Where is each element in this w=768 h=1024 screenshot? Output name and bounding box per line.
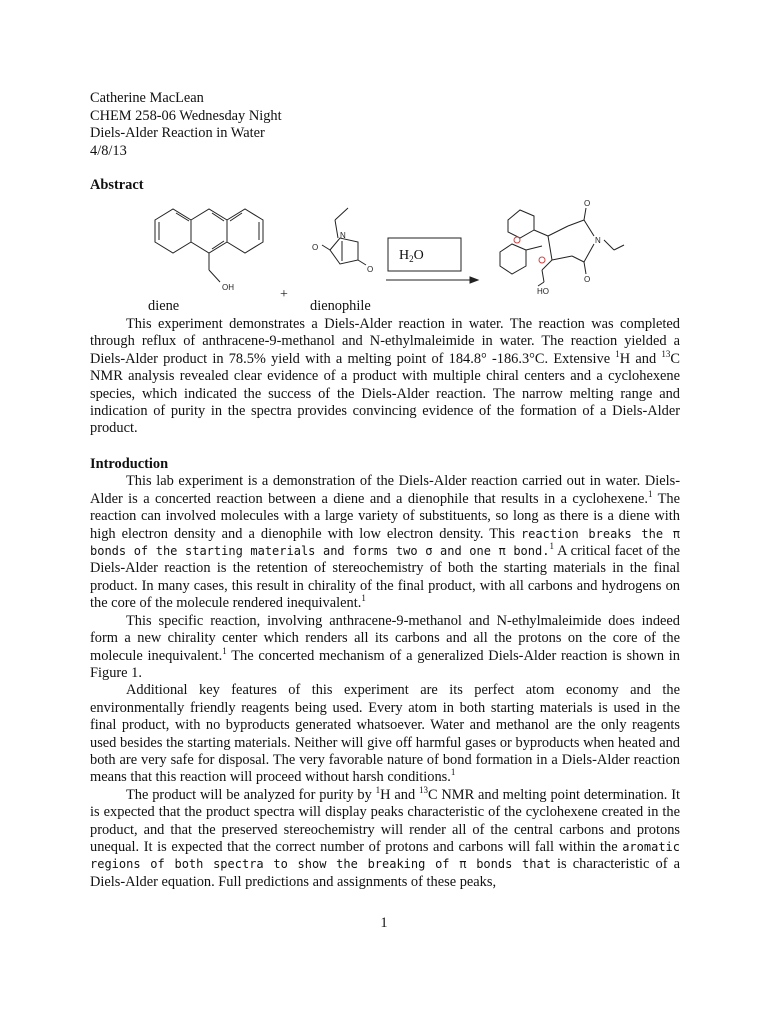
product-n: N (595, 236, 601, 245)
intro-paragraph-3: Additional key features of this experiment are its perfect atom economy and the environmentally friendly reagents being used. Every atom in both starting materials is used in the final product, with no byproducts generated whatsoever. Water and methanol are the only reagents used besides the starting materials. Neither will give off harmful gases or byproducts when heated and both are very safe for disposal. The very favorable nature of bond formation in a Diels-Alder reaction means that this reaction will proceed without harsh conditions.$^1$ (90, 682, 680, 786)
intro-paragraph-1: This lab experiment is a demonstration of the Diels-Alder reaction carried out in water. Diels-Alder is a concerted reaction between a diene and a dienophile that results in a cyclohexene.$^1$ The reaction can involved molecules with a large variety of substituents, so long as there is a diene with high electron density and a dienophile with low electron density. This reaction breaks the π bonds of the starting materials and forms two σ and one π bond.$^1$ A critical facet of the Diels-Alder reaction is the retention of stereochemistry of both the starting materials in the final product. In many cases, this result in chirality of the final product, with all carbons and hydrogens on the core of the molecule rendered inequivalent.$^1$ (90, 473, 680, 612)
abstract-paragraph: This experiment demonstrates a Diels-Alder reaction in water. The reaction was completed through reflux of anthracene-9-methanol and N-ethylmaleimide in water. The reaction yielded a Diels-Alder product in 78.5% yield with a melting point of 184.8° -186.3°C. Extensive $^1$H and $^{13}$C NMR analysis revealed clear evidence of a product with multiple chiral centers and a cyclohexene species, which indicated the success of the Diels-Alder reaction. The narrow melting range and indication of purity in the spectra provides convincing evidence of the formation of a Diels-Alder product. (90, 316, 680, 437)
carbonyl-o-right: O (367, 265, 374, 274)
product-o-top: O (584, 199, 591, 208)
reaction-scheme (90, 190, 690, 300)
page-number: 1 (380, 915, 388, 931)
abstract-heading: Abstract (90, 177, 144, 194)
report-title: Diels-Alder Reaction in Water (90, 125, 265, 142)
product-o-bottom: O (584, 275, 591, 284)
plus-sign: + (280, 287, 288, 300)
abstract-body (90, 298, 680, 891)
reaction-scheme-svg (90, 190, 690, 300)
ho-label: HO (537, 287, 549, 296)
introduction-heading: Introduction (90, 455, 169, 472)
maleimide-n: N (340, 231, 346, 240)
product-structure (500, 208, 624, 286)
diene-label: diene (148, 298, 180, 314)
intro-paragraph-2: This specific reaction, involving anthracene-9-methanol and N-ethylmaleimide does indeed form a new chirality center which renders all its carbons and all the protons on the core of the molecule inequivalent.$^1$ The concerted mechanism of a generalized Diels-Alder reaction is shown in Figure 1. (90, 612, 680, 681)
document-page (90, 90, 680, 195)
anthracene-structure (155, 209, 263, 282)
reagent-text: $H_2O$ (399, 248, 424, 264)
dienophile-label: dienophile (310, 298, 371, 314)
oh-label: OH (222, 283, 234, 292)
course-line: CHEM 258-06 Wednesday Night (90, 107, 282, 124)
intro-paragraph-4: The product will be analyzed for purity by $^1$H and $^{13}$C NMR and melting point determination. It is expected that the product spectra will display peaks characteristic of the cyclohexene created in the product, and that the preserved stereochemistry will render all of the central carbons and protons unequal. It is expected that the correct number of protons and carbons will fall within the aromatic regions of both spectra to show the breaking of π bonds that is characteristic of a Diels-Alder equation. Full predictions and assignments of these peaks, (90, 784, 681, 890)
author-name: Catherine MacLean (90, 90, 204, 106)
carbonyl-o-left: O (312, 243, 319, 252)
report-date: 4/8/13 (90, 142, 127, 159)
